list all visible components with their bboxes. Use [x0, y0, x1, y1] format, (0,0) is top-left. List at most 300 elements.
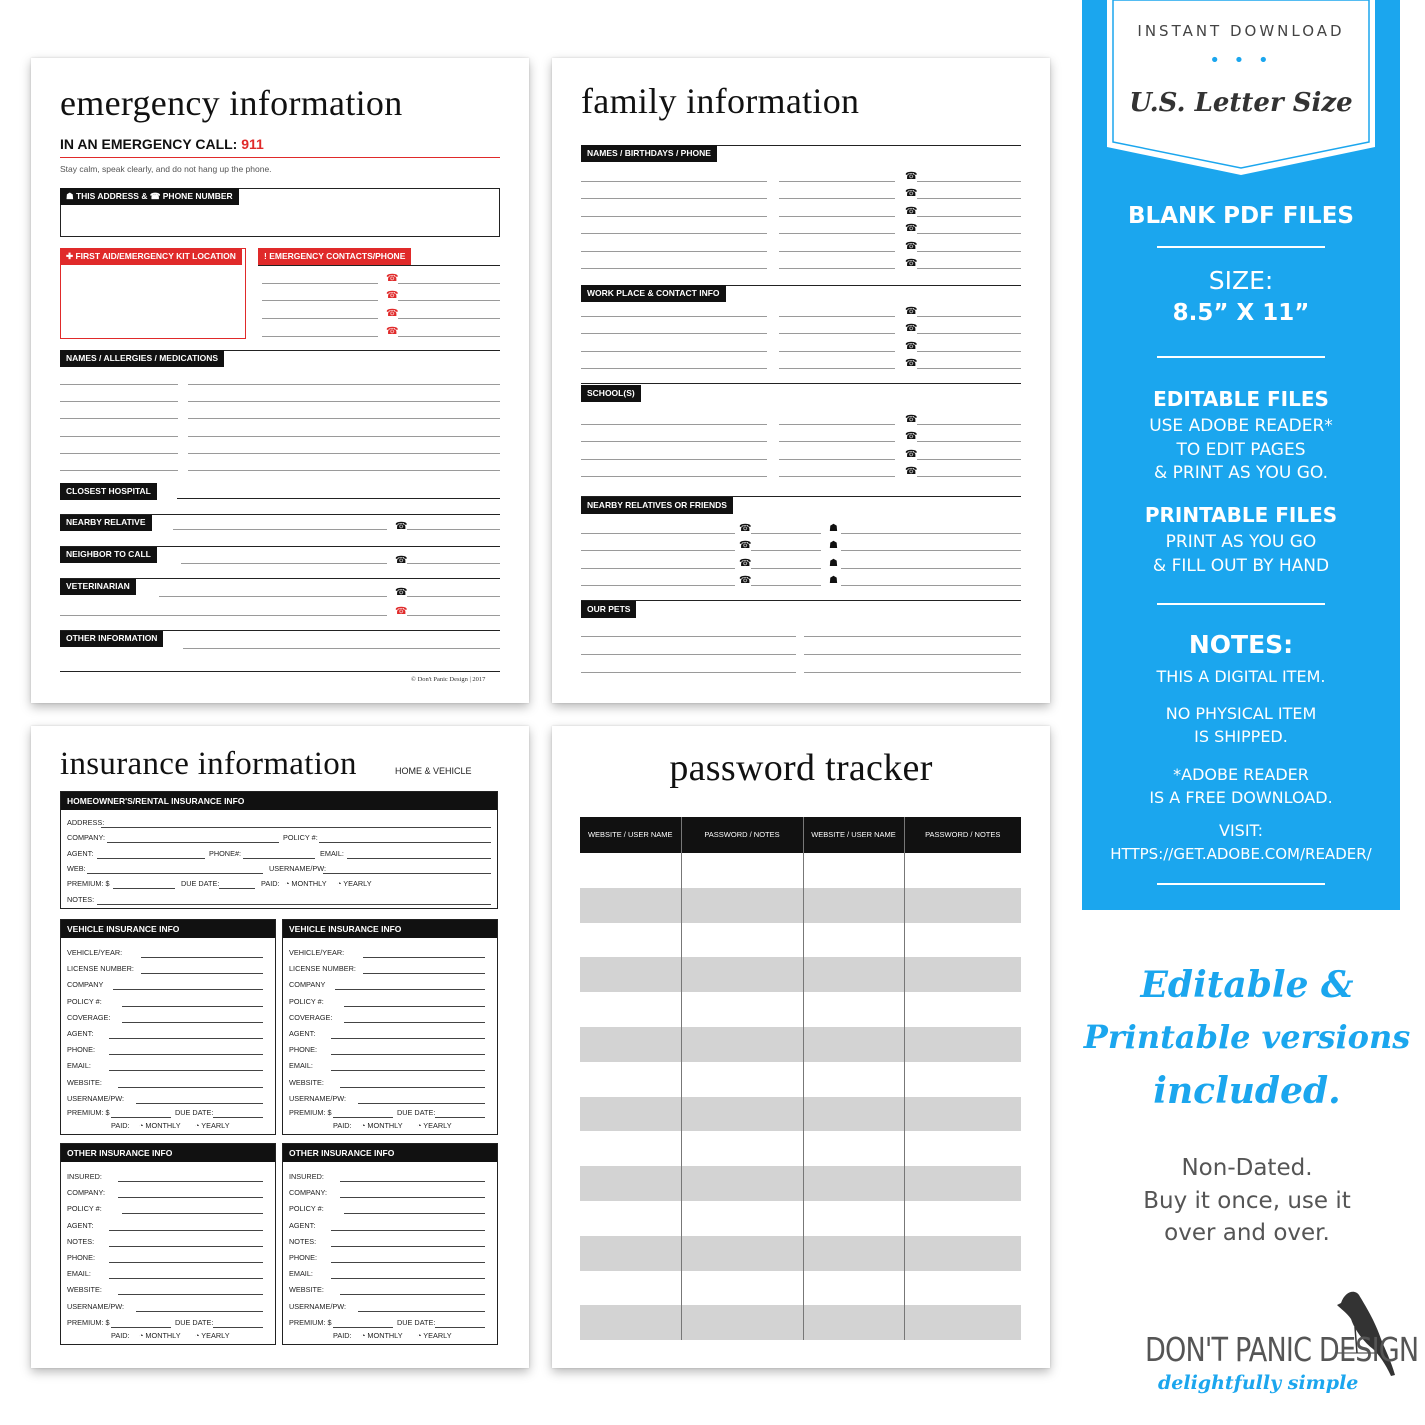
phone-icon: ☎	[905, 466, 918, 477]
name-line[interactable]	[581, 268, 767, 269]
phone-line[interactable]	[917, 316, 1021, 317]
birthday-line[interactable]	[779, 216, 895, 217]
table-cell[interactable]	[580, 853, 681, 888]
pet-line[interactable]	[581, 654, 796, 655]
field-label: LICENSE NUMBER:	[289, 964, 356, 974]
field-label: USERNAME/PW:	[289, 1301, 347, 1311]
field-line[interactable]	[122, 1006, 263, 1007]
field-line[interactable]	[363, 957, 485, 958]
phone-icon: ☎	[395, 606, 408, 617]
phone-line[interactable]	[917, 198, 1021, 199]
field-line[interactable]	[435, 1327, 485, 1328]
field-label: ◔ MONTHLY	[285, 879, 327, 888]
field-line[interactable]	[213, 1327, 263, 1328]
monthly-radio[interactable]: ◔ MONTHLY	[361, 1331, 403, 1340]
contact-phone-line[interactable]	[398, 318, 500, 319]
field-line[interactable]	[331, 1038, 485, 1039]
field-label: USERNAME/PW:	[67, 1093, 125, 1103]
field-label: POLICY #:	[283, 833, 318, 842]
contact-phone-line[interactable]	[398, 336, 500, 337]
relative-phone-line[interactable]	[751, 568, 821, 569]
field-line[interactable]	[122, 1022, 263, 1023]
field-line[interactable]	[333, 1327, 393, 1328]
phone-line[interactable]	[917, 424, 1021, 425]
birthday-line[interactable]	[779, 424, 895, 425]
table-cell[interactable]	[580, 1236, 681, 1271]
field-label: AGENT:	[289, 1220, 316, 1230]
field-label: EMAIL:	[67, 1269, 91, 1279]
field-label: USERNAME/PW:	[289, 1093, 347, 1103]
paid-label: PAID:	[111, 1121, 130, 1130]
table-cell[interactable]	[681, 1166, 803, 1201]
other-line[interactable]	[183, 648, 500, 649]
table-cell[interactable]	[681, 1062, 803, 1097]
table-header-row	[580, 817, 1021, 853]
allergy-line[interactable]	[188, 384, 500, 385]
field-line[interactable]	[358, 1311, 485, 1312]
name-line[interactable]	[581, 233, 767, 234]
phone-icon: ☎	[739, 523, 752, 534]
table-cell[interactable]	[803, 923, 904, 958]
field-line[interactable]	[118, 1294, 263, 1295]
table-cell[interactable]	[681, 1027, 803, 1062]
field-line[interactable]	[113, 989, 263, 990]
birthday-line[interactable]	[779, 368, 895, 369]
table-cell[interactable]	[904, 1097, 1021, 1132]
vet-phone-line-2[interactable]	[407, 615, 500, 616]
contact-name-line[interactable]	[262, 300, 378, 301]
vehicle-insurance-header: VEHICLE INSURANCE INFO	[283, 920, 497, 938]
notes-line-5: IS A FREE DOWNLOAD.	[1149, 788, 1333, 807]
field-line[interactable]	[344, 1006, 485, 1007]
table-cell[interactable]	[681, 1097, 803, 1132]
field-label: LICENSE NUMBER:	[67, 964, 134, 974]
table-cell[interactable]	[681, 888, 803, 923]
allergy-line[interactable]	[188, 401, 500, 402]
divider	[60, 157, 500, 158]
name-line[interactable]	[581, 251, 767, 252]
relative-name-line[interactable]	[581, 533, 735, 534]
field-label: NOTES:	[67, 895, 95, 904]
table-cell[interactable]	[803, 1027, 904, 1062]
vehicle-insurance-box-2	[282, 919, 498, 1135]
table-cell[interactable]	[681, 957, 803, 992]
page-title: insurance information	[60, 746, 357, 782]
pet-line[interactable]	[581, 636, 796, 637]
phone-line[interactable]	[917, 476, 1021, 477]
birthday-line[interactable]	[779, 316, 895, 317]
footer: © Don't Panic Design | 2017	[411, 676, 486, 683]
field-line[interactable]	[333, 1117, 393, 1118]
table-row	[580, 1201, 1021, 1236]
birthday-line[interactable]	[779, 333, 895, 334]
page-title: password tracker	[669, 747, 933, 789]
allergy-line[interactable]	[188, 418, 500, 419]
field-line[interactable]	[344, 1213, 485, 1214]
field-label: PAID:	[261, 879, 280, 888]
name-line[interactable]	[60, 470, 178, 471]
table-cell[interactable]	[803, 888, 904, 923]
table-cell[interactable]	[803, 1062, 904, 1097]
table-cell[interactable]	[580, 1131, 681, 1166]
name-line[interactable]	[581, 333, 767, 334]
table-row	[580, 1097, 1021, 1132]
relative-phone-line[interactable]	[751, 550, 821, 551]
table-row	[580, 1236, 1021, 1271]
vet-phone-line[interactable]	[407, 596, 500, 597]
table-cell[interactable]	[681, 1236, 803, 1271]
table-cell[interactable]	[904, 992, 1021, 1027]
script-line-1: Editable &	[1140, 964, 1354, 1006]
table-cell[interactable]	[803, 1166, 904, 1201]
phone-icon: ☎	[739, 558, 752, 569]
table-cell[interactable]	[904, 853, 1021, 888]
paid-label: PAID:	[333, 1121, 352, 1130]
name-line[interactable]	[581, 459, 767, 460]
field-line[interactable]	[219, 888, 255, 889]
table-cell[interactable]	[803, 1271, 904, 1306]
notes-line-1: THIS A DIGITAL ITEM.	[1156, 667, 1326, 686]
birthday-line[interactable]	[779, 181, 895, 182]
field-line[interactable]	[109, 1038, 263, 1039]
phone-icon: ☎	[905, 323, 918, 334]
contact-name-line[interactable]	[262, 283, 378, 284]
column-header: PASSWORD / NOTES	[681, 817, 803, 853]
table-row	[580, 888, 1021, 923]
table-cell[interactable]	[904, 1201, 1021, 1236]
table-row	[580, 1166, 1021, 1201]
field-line[interactable]	[97, 858, 205, 859]
pet-line[interactable]	[804, 654, 1021, 655]
promo-panel	[1082, 0, 1400, 910]
field-line[interactable]	[109, 1070, 263, 1071]
name-line[interactable]	[60, 436, 178, 437]
field-line[interactable]	[136, 1103, 263, 1104]
field-line[interactable]	[363, 973, 485, 974]
pet-line[interactable]	[581, 672, 796, 673]
phone-line[interactable]	[917, 351, 1021, 352]
field-line[interactable]	[335, 989, 485, 990]
field-label: EMAIL:	[289, 1269, 313, 1279]
contact-name-line[interactable]	[262, 336, 378, 337]
phone-line[interactable]	[917, 459, 1021, 460]
divider	[1157, 883, 1325, 885]
table-cell[interactable]	[904, 1271, 1021, 1306]
pet-line[interactable]	[804, 636, 1021, 637]
field-line[interactable]	[331, 1278, 485, 1279]
table-cell[interactable]	[904, 923, 1021, 958]
field-line[interactable]	[340, 1294, 485, 1295]
contact-phone-line[interactable]	[398, 283, 500, 284]
printable-title: PRINTABLE FILES	[1144, 503, 1338, 527]
allergy-line[interactable]	[188, 453, 500, 454]
relative-name-line[interactable]	[581, 550, 735, 551]
page-subtitle: HOME & VEHICLE	[395, 766, 472, 776]
field-line[interactable]	[118, 1087, 263, 1088]
table-cell[interactable]	[580, 1027, 681, 1062]
field-line[interactable]	[118, 1181, 263, 1182]
relative-name-line[interactable]	[581, 568, 735, 569]
home-icon: ☗	[829, 540, 838, 551]
adobe-link[interactable]: HTTPS://GET.ADOBE.COM/READER/	[1110, 845, 1372, 863]
field-label: PHONE:	[67, 1253, 95, 1262]
field-label: POLICY #:	[289, 996, 324, 1006]
field-line[interactable]	[331, 1070, 485, 1071]
phone-line[interactable]	[917, 333, 1021, 334]
table-cell[interactable]	[681, 1131, 803, 1166]
contact-phone-line[interactable]	[398, 300, 500, 301]
birthday-line[interactable]	[779, 441, 895, 442]
phone-line[interactable]	[917, 368, 1021, 369]
monthly-radio[interactable]: ◔ MONTHLY	[139, 1121, 181, 1130]
phone-line[interactable]	[917, 216, 1021, 217]
relative-address-line[interactable]	[841, 533, 1021, 534]
name-line[interactable]	[581, 368, 767, 369]
yearly-radio[interactable]: ◔ YEARLY	[195, 1331, 230, 1340]
table-cell[interactable]	[580, 923, 681, 958]
home-icon: ☗	[829, 523, 838, 534]
field-line[interactable]	[113, 888, 175, 889]
table-row	[580, 853, 1021, 888]
field-line[interactable]	[331, 1054, 485, 1055]
table-cell[interactable]	[803, 1097, 904, 1132]
relatives-label: NEARBY RELATIVES OR FRIENDS	[581, 497, 733, 514]
phone-icon: ☎	[905, 258, 918, 269]
insurance-information-page	[31, 726, 529, 1368]
table-cell[interactable]	[904, 888, 1021, 923]
vet-line-2[interactable]	[60, 615, 387, 616]
brand-name: DON'T PANIC DESIGN	[1145, 1330, 1419, 1369]
name-line[interactable]	[60, 453, 178, 454]
contact-name-line[interactable]	[262, 318, 378, 319]
neighbor-phone-line[interactable]	[407, 563, 500, 564]
divider	[1157, 603, 1325, 605]
page-title: emergency information	[60, 83, 403, 123]
table-cell[interactable]	[803, 1236, 904, 1271]
birthday-line[interactable]	[779, 251, 895, 252]
phone-icon: ☎	[905, 341, 918, 352]
field-line[interactable]	[136, 1311, 263, 1312]
relative-address-line[interactable]	[841, 568, 1021, 569]
table-cell[interactable]	[803, 992, 904, 1027]
field-line[interactable]	[118, 1197, 263, 1198]
name-line[interactable]	[581, 441, 767, 442]
field-line[interactable]	[331, 1230, 485, 1231]
phone-line[interactable]	[917, 268, 1021, 269]
page-title: family information	[581, 81, 860, 121]
table-cell[interactable]	[904, 1027, 1021, 1062]
phone-line[interactable]	[917, 181, 1021, 182]
emergency-call-line	[60, 136, 264, 152]
field-line[interactable]	[319, 842, 491, 843]
table-cell[interactable]	[580, 1062, 681, 1097]
divider	[60, 630, 500, 631]
size-value: 8.5” X 11”	[1172, 300, 1310, 326]
table-cell[interactable]	[904, 1236, 1021, 1271]
field-line[interactable]	[213, 1117, 263, 1118]
name-line[interactable]	[581, 424, 767, 425]
password-tracker-page	[552, 726, 1050, 1368]
field-line[interactable]	[101, 827, 491, 828]
yearly-radio[interactable]: ◔ YEARLY	[417, 1331, 452, 1340]
brand-tagline: delightfully simple	[1158, 1372, 1359, 1394]
table-cell[interactable]	[803, 1131, 904, 1166]
due-label: DUE DATE:	[175, 1108, 214, 1117]
field-line[interactable]	[435, 1117, 485, 1118]
home-icon: ☗	[829, 558, 838, 569]
table-cell[interactable]	[681, 1201, 803, 1236]
field-line[interactable]	[323, 873, 491, 874]
allergy-line[interactable]	[188, 470, 500, 471]
table-cell[interactable]	[904, 1166, 1021, 1201]
call-label: IN AN EMERGENCY CALL:	[60, 136, 238, 152]
table-cell[interactable]	[580, 992, 681, 1027]
phone-line[interactable]	[917, 251, 1021, 252]
other-line-2[interactable]	[60, 671, 500, 672]
table-cell[interactable]	[904, 1131, 1021, 1166]
table-cell[interactable]	[803, 1201, 904, 1236]
notes-title: NOTES:	[1188, 630, 1294, 659]
field-line[interactable]	[111, 1117, 171, 1118]
field-line[interactable]	[347, 858, 491, 859]
table-cell[interactable]	[681, 1305, 803, 1340]
table-cell[interactable]	[580, 1201, 681, 1236]
field-line[interactable]	[109, 1230, 263, 1231]
name-line[interactable]	[60, 401, 178, 402]
printable-line-1: PRINT AS YOU GO	[1165, 532, 1317, 552]
phone-icon: ☎	[386, 273, 399, 284]
table-cell[interactable]	[580, 1305, 681, 1340]
table-cell[interactable]	[580, 888, 681, 923]
relative-name-line[interactable]	[581, 585, 735, 586]
table-cell[interactable]	[904, 957, 1021, 992]
field-line[interactable]	[87, 873, 263, 874]
blank-pdf: BLANK PDF FILES	[1128, 203, 1354, 229]
name-line[interactable]	[60, 384, 178, 385]
field-line[interactable]	[111, 1327, 171, 1328]
birthday-line[interactable]	[779, 351, 895, 352]
phone-line[interactable]	[917, 233, 1021, 234]
address-label: ☗ THIS ADDRESS & ☎ PHONE NUMBER	[60, 188, 239, 205]
subtitle: Stay calm, speak clearly, and do not hang up the phone.	[60, 164, 272, 174]
neighbor-line[interactable]	[181, 563, 387, 564]
field-label: NOTES:	[67, 1236, 95, 1246]
table-cell[interactable]	[681, 1271, 803, 1306]
field-line[interactable]	[141, 957, 263, 958]
yearly-radio[interactable]: ◔ YEARLY	[195, 1121, 230, 1130]
birthday-line[interactable]	[779, 476, 895, 477]
field-line[interactable]	[109, 1262, 263, 1263]
field-label: PHONE:	[67, 1045, 95, 1055]
monthly-radio[interactable]: ◔ MONTHLY	[139, 1331, 181, 1340]
name-line[interactable]	[60, 418, 178, 419]
name-line[interactable]	[581, 181, 767, 182]
phone-icon: ☎	[905, 188, 918, 199]
relative-phone-line[interactable]	[751, 585, 821, 586]
field-line[interactable]	[340, 1087, 485, 1088]
table-cell[interactable]	[580, 1271, 681, 1306]
field-line[interactable]	[340, 1197, 485, 1198]
yearly-radio[interactable]: ◔ YEARLY	[417, 1121, 452, 1130]
phone-icon: ☎	[395, 521, 408, 532]
field-line[interactable]	[109, 1054, 263, 1055]
table-cell[interactable]	[904, 1305, 1021, 1340]
table-cell[interactable]	[681, 992, 803, 1027]
phone-line[interactable]	[917, 441, 1021, 442]
table-cell[interactable]	[681, 853, 803, 888]
notes-line-2: NO PHYSICAL ITEM	[1165, 704, 1317, 723]
name-line[interactable]	[581, 216, 767, 217]
phone-icon: ☎	[905, 358, 918, 369]
name-line[interactable]	[581, 316, 767, 317]
table-cell[interactable]	[803, 1305, 904, 1340]
phone-icon: ☎	[386, 326, 399, 337]
field-line[interactable]	[122, 1213, 263, 1214]
monthly-radio[interactable]: ◔ MONTHLY	[361, 1121, 403, 1130]
pets-label: OUR PETS	[581, 601, 636, 618]
field-line[interactable]	[109, 1278, 263, 1279]
other-insurance-box-2	[282, 1143, 498, 1345]
field-line[interactable]	[358, 1103, 485, 1104]
script-line-3: included.	[1153, 1070, 1341, 1112]
name-line[interactable]	[581, 198, 767, 199]
table-cell[interactable]	[580, 1097, 681, 1132]
relative-address-line[interactable]	[841, 550, 1021, 551]
field-label: WEBSITE:	[67, 1077, 102, 1087]
name-line[interactable]	[581, 476, 767, 477]
hospital-line[interactable]	[177, 498, 500, 499]
field-line[interactable]	[243, 858, 315, 859]
field-line[interactable]	[331, 1246, 485, 1247]
birthday-line[interactable]	[779, 198, 895, 199]
table-cell[interactable]	[580, 957, 681, 992]
table-cell[interactable]	[803, 853, 904, 888]
table-cell[interactable]	[803, 957, 904, 992]
birthday-line[interactable]	[779, 233, 895, 234]
name-line[interactable]	[581, 351, 767, 352]
relative-address-line[interactable]	[841, 585, 1021, 586]
field-line[interactable]	[331, 1262, 485, 1263]
phone-icon: ☎	[905, 449, 918, 460]
field-line[interactable]	[344, 1022, 485, 1023]
field-line[interactable]	[109, 1246, 263, 1247]
allergy-line[interactable]	[188, 436, 500, 437]
field-label: COMPANY	[67, 980, 104, 990]
non-dated-2: Buy it once, use it	[1143, 1188, 1351, 1214]
field-label: EMAIL:	[289, 1061, 313, 1071]
field-line[interactable]	[97, 904, 491, 905]
notes-line-6: VISIT:	[1219, 821, 1263, 840]
table-cell[interactable]	[681, 923, 803, 958]
table-cell[interactable]	[904, 1062, 1021, 1097]
field-label: COMPANY:	[67, 833, 105, 842]
table-cell[interactable]	[580, 1166, 681, 1201]
field-label: COVERAGE:	[67, 1012, 111, 1022]
field-line[interactable]	[340, 1181, 485, 1182]
field-line[interactable]	[141, 973, 263, 974]
field-line[interactable]	[107, 842, 279, 843]
editable-line-2: TO EDIT PAGES	[1176, 440, 1306, 460]
relative-phone-line[interactable]	[407, 529, 500, 530]
field-label: AGENT:	[67, 1220, 94, 1230]
pet-line[interactable]	[804, 672, 1021, 673]
relative-phone-line[interactable]	[751, 533, 821, 534]
relative-line[interactable]	[173, 529, 387, 530]
table-row	[580, 957, 1021, 992]
birthday-line[interactable]	[779, 268, 895, 269]
vet-line[interactable]	[159, 596, 387, 597]
birthday-line[interactable]	[779, 459, 895, 460]
